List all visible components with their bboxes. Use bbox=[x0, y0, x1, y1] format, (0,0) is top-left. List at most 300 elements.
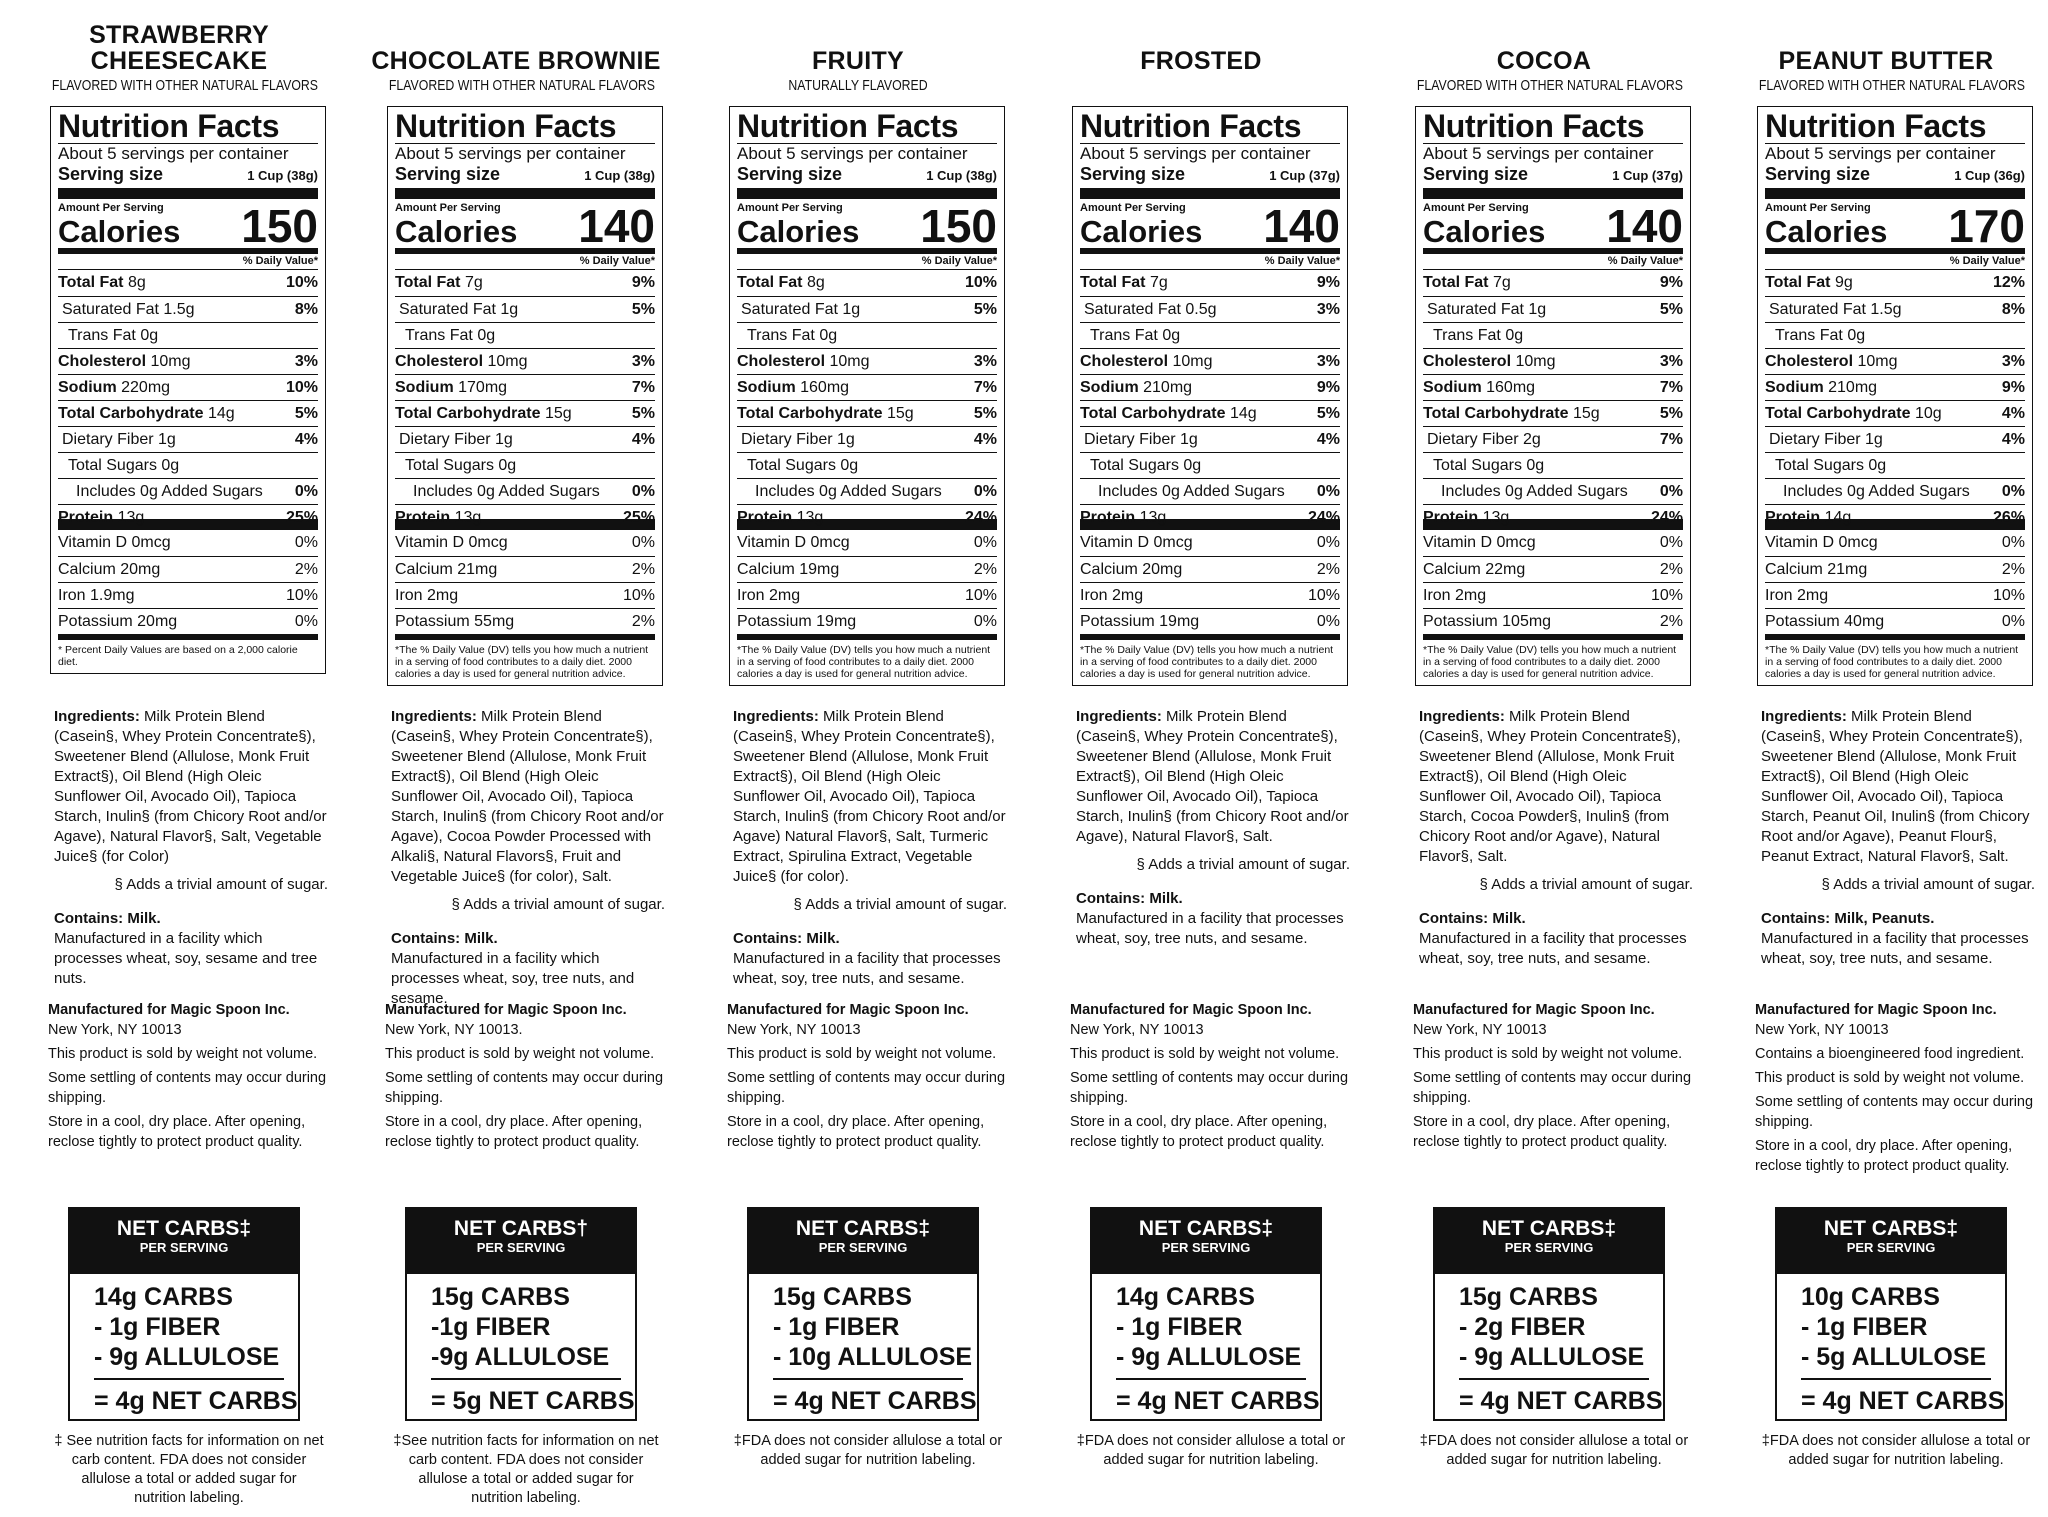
nutrient-amount: 10mg bbox=[487, 353, 528, 370]
nutrition-facts-panel bbox=[1415, 106, 1691, 686]
nutrient-row bbox=[395, 426, 655, 452]
net-carbs-carbs: 15g CARBS bbox=[431, 1283, 570, 1311]
nutrient-row bbox=[58, 452, 318, 478]
nutrition-facts-title: Nutrition Facts bbox=[737, 108, 959, 144]
nutrient-name bbox=[1098, 482, 1285, 504]
vitamin-daily-value: 2% bbox=[1659, 561, 1683, 578]
amount-per-serving: Amount Per Serving bbox=[1765, 202, 1871, 214]
nutrient-name bbox=[1769, 430, 1883, 452]
nutrient-label: Total Sugars 0g bbox=[1090, 457, 1202, 474]
ingredients-list: Milk Protein Blend (Casein§, Whey Protein Concentrate§), Sweetener Blend (Allulose, Monk Fruit Extract§), Oil Blend (High Oleic Sunflower Oil, Avocado Oil), Tapioca Starch, Inulin§ (from Chicory Root and/or Agave), Natural Flavor§, Salt. bbox=[1076, 708, 1349, 845]
net-carbs-carbs: 10g CARBS bbox=[1801, 1283, 1940, 1311]
nutrition-facts-panel bbox=[50, 106, 326, 674]
ingredients-list: Milk Protein Blend (Casein§, Whey Protein Concentrate§), Sweetener Blend (Allulose, Monk Fruit Extract§), Oil Blend (High Oleic Sunflower Oil, Avocado Oil), Tapioca Starch, Inulin§ (from Chicory Root and/or Agave), Natural Flavor§, Salt, Vegetable Juice§ (for Color) bbox=[54, 708, 327, 865]
sugar-note: § Adds a trivial amount of sugar. bbox=[1821, 876, 2035, 893]
fda-footnote: ‡FDA does not consider allulose a total or added sugar for nutrition labeling. bbox=[1076, 1433, 1346, 1468]
nutrient-daily-value: 5% bbox=[973, 405, 997, 422]
vitamin-label: Vitamin D 0mcg bbox=[1765, 534, 1878, 551]
ingredients-block bbox=[1761, 707, 2039, 969]
manufacturer-line: Some settling of contents may occur during shipping. bbox=[48, 1070, 327, 1106]
nutrition-facts-panel bbox=[729, 106, 1005, 686]
ingredients-text bbox=[1076, 707, 1354, 847]
nutrient-amount: 14g bbox=[207, 405, 235, 422]
product-name: STRAWBERRY CHEESECAKE bbox=[89, 21, 269, 75]
net-carbs-header bbox=[1777, 1209, 2005, 1274]
nutrient-row bbox=[1423, 374, 1683, 400]
vitamin-label: Vitamin D 0mcg bbox=[1080, 534, 1193, 551]
manufacturer-line: Store in a cool, dry place. After opening, reclose tightly to protect product quality. bbox=[1070, 1114, 1328, 1150]
net-carbs-total: = 5g NET CARBS bbox=[431, 1378, 621, 1418]
amount-per-serving: Amount Per Serving bbox=[1423, 202, 1529, 214]
daily-value-header: % Daily Value* bbox=[1080, 254, 1340, 270]
amount-per-serving: Amount Per Serving bbox=[1080, 202, 1186, 214]
manufacturer-line: New York, NY 10013 bbox=[1413, 1022, 1547, 1038]
nutrient-name bbox=[741, 430, 855, 452]
product-name: CHOCOLATE BROWNIE bbox=[371, 47, 661, 75]
nutrient-row bbox=[395, 348, 655, 374]
ingredients-block bbox=[54, 707, 332, 989]
net-carbs-allulose: - 9g ALLULOSE bbox=[94, 1343, 280, 1371]
nutrient-amount: 10mg bbox=[829, 353, 870, 370]
nutrient-name bbox=[1765, 352, 1898, 374]
vitamin-daily-value: 2% bbox=[631, 561, 655, 578]
nutrient-amount: 220mg bbox=[121, 379, 171, 396]
nutrient-row bbox=[1423, 426, 1683, 452]
net-carbs-title: NET CARBS‡ bbox=[1823, 1217, 1959, 1240]
vitamin-daily-value: 2% bbox=[1659, 613, 1683, 630]
nutrient-name bbox=[395, 273, 483, 296]
nutrient-row bbox=[1765, 400, 2025, 426]
ingredients-label: Ingredients: bbox=[733, 708, 819, 725]
serving-size-label: Serving size bbox=[1080, 164, 1186, 184]
vitamin-daily-value: 0% bbox=[973, 613, 997, 630]
vitamin-daily-value: 2% bbox=[631, 613, 655, 630]
net-carbs-allulose: - 9g ALLULOSE bbox=[1116, 1343, 1302, 1371]
nutrient-label: Protein bbox=[1080, 509, 1136, 526]
nutrient-daily-value: 24% bbox=[964, 509, 997, 526]
net-carbs-allulose: - 9g ALLULOSE bbox=[1459, 1343, 1645, 1371]
ingredients-text bbox=[1419, 707, 1697, 867]
nutrient-daily-value: 5% bbox=[294, 405, 318, 422]
nutrient-label: Trans Fat 0g bbox=[1775, 327, 1866, 344]
nutrient-rows bbox=[395, 270, 655, 530]
net-carbs-subtitle: PER SERVING bbox=[1161, 1240, 1251, 1255]
nutrient-name bbox=[399, 430, 513, 452]
product-name: PEANUT BUTTER bbox=[1778, 47, 1994, 75]
nutrient-row bbox=[1765, 296, 2025, 322]
nutrient-daily-value: 9% bbox=[631, 274, 655, 291]
nutrient-row bbox=[737, 374, 997, 400]
nutrient-amount: 210mg bbox=[1828, 379, 1878, 396]
net-carbs-header bbox=[1092, 1209, 1320, 1274]
vitamin-row bbox=[1423, 530, 1683, 556]
nutrient-row bbox=[1423, 400, 1683, 426]
vitamin-label: Potassium 19mg bbox=[1080, 613, 1200, 630]
serving-size-row bbox=[1765, 164, 2025, 199]
product-column bbox=[1731, 0, 2041, 1517]
nutrient-row bbox=[58, 504, 318, 530]
net-carbs-body bbox=[407, 1274, 635, 1418]
nutrient-daily-value: 3% bbox=[294, 353, 318, 370]
manufacturer-line: Store in a cool, dry place. After opening, reclose tightly to protect product quality. bbox=[48, 1114, 306, 1150]
vitamin-row bbox=[1423, 556, 1683, 582]
nutrient-label: Trans Fat 0g bbox=[747, 327, 838, 344]
nutrient-label: Cholesterol bbox=[1423, 353, 1512, 370]
serving-size-row bbox=[395, 164, 655, 199]
ingredients-label: Ingredients: bbox=[391, 708, 477, 725]
nutrition-facts-title: Nutrition Facts bbox=[58, 108, 280, 144]
nutrient-name bbox=[58, 273, 146, 296]
manufacturer-line: This product is sold by weight not volume. bbox=[1755, 1070, 2025, 1086]
net-carbs-box bbox=[1090, 1207, 1322, 1421]
nutrient-name bbox=[741, 300, 860, 322]
servings-per-container: About 5 servings per container bbox=[1765, 143, 2025, 164]
nutrient-label: Total Fat bbox=[737, 274, 803, 291]
manufacturer-line: New York, NY 10013 bbox=[727, 1022, 861, 1038]
nutrient-daily-value: 8% bbox=[2001, 301, 2025, 318]
nutrient-daily-value: 26% bbox=[1992, 509, 2025, 526]
nutrient-amount: 14g bbox=[1229, 405, 1257, 422]
nutrient-amount: 13g bbox=[454, 509, 482, 526]
nutrition-facts-title: Nutrition Facts bbox=[1765, 108, 1987, 144]
manufacturer-line: New York, NY 10013 bbox=[1755, 1022, 1889, 1038]
nutrient-label: Dietary Fiber 1g bbox=[741, 431, 855, 448]
nutrient-amount: 10g bbox=[1914, 405, 1942, 422]
nutrient-daily-value: 4% bbox=[1316, 431, 1340, 448]
nutrient-label: Cholesterol bbox=[1080, 353, 1169, 370]
nutrient-label: Total Carbohydrate bbox=[1080, 405, 1226, 422]
nutrient-name bbox=[395, 508, 482, 526]
nutrient-row bbox=[1080, 322, 1340, 348]
net-carbs-header bbox=[407, 1209, 635, 1274]
nutrient-daily-value: 4% bbox=[2001, 431, 2025, 448]
nutrient-label: Trans Fat 0g bbox=[1090, 327, 1181, 344]
nutrient-row bbox=[737, 426, 997, 452]
vitamin-label: Iron 2mg bbox=[395, 587, 459, 604]
nutrient-row bbox=[1080, 270, 1340, 296]
manufacturer-line: Some settling of contents may occur during shipping. bbox=[727, 1070, 1006, 1106]
nutrient-daily-value: 7% bbox=[1659, 431, 1683, 448]
nutrient-name bbox=[58, 378, 170, 400]
nutrient-daily-value: 24% bbox=[1307, 509, 1340, 526]
nutrient-row bbox=[395, 504, 655, 530]
product-column bbox=[361, 0, 671, 1517]
manufacturer-name: Manufactured for Magic Spoon Inc. bbox=[1070, 1002, 1312, 1018]
nutrient-amount: 7g bbox=[1492, 274, 1511, 291]
nutrient-row bbox=[737, 296, 997, 322]
manufacturer-name: Manufactured for Magic Spoon Inc. bbox=[385, 1002, 627, 1018]
net-carbs-body bbox=[749, 1274, 977, 1418]
net-carbs-allulose: - 10g ALLULOSE bbox=[773, 1343, 973, 1371]
nutrient-name bbox=[737, 404, 914, 426]
nutrient-amount: 13g bbox=[796, 509, 824, 526]
nutrient-name bbox=[1441, 482, 1628, 504]
nutrient-amount: 210mg bbox=[1143, 379, 1193, 396]
nutrient-daily-value: 0% bbox=[1659, 483, 1683, 500]
product-column bbox=[703, 0, 1013, 1517]
calories-value: 170 bbox=[1948, 200, 2025, 252]
flavor-note: FLAVORED WITH OTHER NATURAL FLAVORS bbox=[388, 77, 655, 94]
manufacturer-line: Store in a cool, dry place. After opening, reclose tightly to protect product quality. bbox=[1755, 1138, 2013, 1174]
vitamin-daily-value: 2% bbox=[973, 561, 997, 578]
nutrient-row bbox=[737, 478, 997, 504]
net-carbs-box bbox=[747, 1207, 979, 1421]
nutrient-label: Protein bbox=[395, 509, 451, 526]
manufacturer-line: This product is sold by weight not volume. bbox=[727, 1046, 997, 1062]
nutrient-daily-value: 3% bbox=[1316, 301, 1340, 318]
servings-per-container: About 5 servings per container bbox=[395, 143, 655, 164]
serving-size-label: Serving size bbox=[737, 164, 843, 184]
vitamin-rows bbox=[737, 530, 997, 640]
nutrient-label: Dietary Fiber 2g bbox=[1427, 431, 1541, 448]
nutrient-name bbox=[1433, 456, 1544, 478]
nutrition-facts-panel bbox=[1757, 106, 2033, 686]
fda-footnote: ‡See nutrition facts for information on net carb content. FDA does not consider allulose a total or added sugar for nutrition labeling. bbox=[393, 1433, 659, 1506]
calories-value: 140 bbox=[1263, 200, 1340, 252]
nutrient-amount: 170mg bbox=[458, 379, 508, 396]
nutrient-row bbox=[737, 400, 997, 426]
serving-size-row bbox=[1423, 164, 1683, 199]
servings-per-container: About 5 servings per container bbox=[1080, 143, 1340, 164]
vitamin-daily-value: 10% bbox=[1650, 587, 1683, 604]
nutrient-row bbox=[58, 322, 318, 348]
nutrient-row bbox=[1765, 504, 2025, 530]
nutrient-name bbox=[395, 404, 572, 426]
nutrient-name bbox=[737, 378, 849, 400]
vitamin-row bbox=[1765, 556, 2025, 582]
flavor-note: FLAVORED WITH OTHER NATURAL FLAVORS bbox=[1758, 77, 2025, 94]
nutrient-row bbox=[395, 452, 655, 478]
nutrient-label: Sodium bbox=[1423, 379, 1482, 396]
daily-value-header: % Daily Value* bbox=[1423, 254, 1683, 270]
nutrient-row bbox=[1080, 426, 1340, 452]
facility-statement: Manufactured in a facility that processes wheat, soy, tree nuts, and sesame. bbox=[1076, 910, 1344, 947]
nutrient-label: Sodium bbox=[737, 379, 796, 396]
vitamin-daily-value: 10% bbox=[964, 587, 997, 604]
daily-value-footnote: *The % Daily Value (DV) tells you how much a nutrient in a serving of food contributes to a daily diet. 2000 calories a day is used for general nutrition advice. bbox=[737, 644, 991, 680]
calories-value: 140 bbox=[578, 200, 655, 252]
nutrient-amount: 13g bbox=[1139, 509, 1167, 526]
nutrient-name bbox=[1775, 456, 1886, 478]
nutrition-facts-panel bbox=[1072, 106, 1348, 686]
nutrition-facts-panel bbox=[387, 106, 663, 686]
manufacturer-line: This product is sold by weight not volume. bbox=[1070, 1046, 1340, 1062]
nutrient-name bbox=[399, 300, 518, 322]
vitamin-row bbox=[1765, 608, 2025, 634]
nutrient-name bbox=[405, 456, 516, 478]
nutrient-daily-value: 0% bbox=[1316, 483, 1340, 500]
nutrient-label: Dietary Fiber 1g bbox=[1084, 431, 1198, 448]
nutrient-label: Sodium bbox=[1080, 379, 1139, 396]
nutrient-label: Total Carbohydrate bbox=[395, 405, 541, 422]
manufacturer-line: Contains a bioengineered food ingredient. bbox=[1755, 1046, 2025, 1062]
facility-statement: Manufactured in a facility that processes wheat, soy, tree nuts, and sesame. bbox=[1761, 930, 2029, 967]
nutrient-label: Sodium bbox=[1765, 379, 1824, 396]
nutrient-label: Total Carbohydrate bbox=[737, 405, 883, 422]
nutrient-label: Includes 0g Added Sugars bbox=[1783, 483, 1970, 500]
ingredients-label: Ingredients: bbox=[54, 708, 140, 725]
nutrient-label: Dietary Fiber 1g bbox=[1769, 431, 1883, 448]
manufacturer-block bbox=[385, 1000, 667, 1156]
nutrient-amount: 8g bbox=[806, 274, 825, 291]
nutrient-row bbox=[58, 426, 318, 452]
fda-footnote: ‡ See nutrition facts for information on net carb content. FDA does not consider allulose a total or added sugar for nutrition labeling. bbox=[54, 1433, 324, 1506]
nutrient-name bbox=[1765, 404, 1942, 426]
nutrient-daily-value: 5% bbox=[1659, 405, 1683, 422]
nutrient-daily-value: 25% bbox=[285, 509, 318, 526]
nutrient-label: Protein bbox=[737, 509, 793, 526]
product-column bbox=[1389, 0, 1699, 1517]
nutrient-name bbox=[1090, 456, 1201, 478]
nutrient-name bbox=[1423, 378, 1535, 400]
calories-label: Calories bbox=[1080, 214, 1203, 249]
net-carbs-box bbox=[1433, 1207, 1665, 1421]
serving-size-value: 1 Cup (38g) bbox=[247, 168, 318, 183]
nutrient-rows bbox=[1765, 270, 2025, 530]
serving-size-value: 1 Cup (38g) bbox=[926, 168, 997, 183]
nutrient-daily-value: 9% bbox=[2001, 379, 2025, 396]
nutrient-daily-value: 5% bbox=[631, 405, 655, 422]
nutrient-label: Protein bbox=[1423, 509, 1479, 526]
net-carbs-box bbox=[405, 1207, 637, 1421]
nutrient-name bbox=[68, 456, 179, 478]
nutrient-label: Cholesterol bbox=[58, 353, 147, 370]
facility-statement: Manufactured in a facility that processes wheat, soy, tree nuts, and sesame. bbox=[733, 950, 1001, 987]
vitamin-daily-value: 0% bbox=[1316, 534, 1340, 551]
manufacturer-name: Manufactured for Magic Spoon Inc. bbox=[1755, 1002, 1997, 1018]
nutrient-label: Dietary Fiber 1g bbox=[62, 431, 176, 448]
nutrient-daily-value: 4% bbox=[294, 431, 318, 448]
calories-label: Calories bbox=[395, 214, 518, 249]
vitamin-row bbox=[1080, 608, 1340, 634]
vitamin-row bbox=[1080, 530, 1340, 556]
nutrient-name bbox=[1423, 273, 1511, 296]
manufacturer-line: New York, NY 10013 bbox=[1070, 1022, 1204, 1038]
manufacturer-line: Store in a cool, dry place. After opening, reclose tightly to protect product quality. bbox=[727, 1114, 985, 1150]
net-carbs-carbs: 15g CARBS bbox=[773, 1283, 912, 1311]
nutrient-name bbox=[1775, 326, 1865, 348]
nutrient-daily-value: 5% bbox=[1316, 405, 1340, 422]
nutrient-daily-value: 7% bbox=[973, 379, 997, 396]
nutrient-name bbox=[405, 326, 495, 348]
manufacturer-line: Some settling of contents may occur during shipping. bbox=[1755, 1094, 2034, 1130]
daily-value-footnote: *The % Daily Value (DV) tells you how much a nutrient in a serving of food contributes to a daily diet. 2000 calories a day is used for general nutrition advice. bbox=[1423, 644, 1677, 680]
vitamin-row bbox=[1765, 582, 2025, 608]
nutrient-name bbox=[747, 456, 858, 478]
net-carbs-title: NET CARBS‡ bbox=[795, 1217, 931, 1240]
nutrient-daily-value: 3% bbox=[1316, 353, 1340, 370]
vitamin-row bbox=[395, 530, 655, 556]
nutrient-daily-value: 5% bbox=[1659, 301, 1683, 318]
manufacturer-line: Store in a cool, dry place. After opening, reclose tightly to protect product quality. bbox=[385, 1114, 643, 1150]
nutrient-daily-value: 3% bbox=[631, 353, 655, 370]
nutrient-amount: 13g bbox=[1482, 509, 1510, 526]
nutrient-daily-value: 25% bbox=[622, 509, 655, 526]
nutrient-name bbox=[1765, 273, 1853, 296]
net-carbs-fiber: - 1g FIBER bbox=[1801, 1313, 1928, 1341]
vitamin-daily-value: 10% bbox=[285, 587, 318, 604]
nutrient-name bbox=[737, 352, 870, 374]
ingredients-block bbox=[1419, 707, 1697, 969]
ingredients-text bbox=[391, 707, 669, 887]
nutrient-daily-value: 0% bbox=[2001, 483, 2025, 500]
vitamin-label: Calcium 20mg bbox=[58, 561, 161, 578]
manufacturer-name: Manufactured for Magic Spoon Inc. bbox=[1413, 1002, 1655, 1018]
sugar-note: § Adds a trivial amount of sugar. bbox=[451, 896, 665, 913]
calories-value: 140 bbox=[1606, 200, 1683, 252]
nutrient-row bbox=[1080, 374, 1340, 400]
vitamin-row bbox=[737, 556, 997, 582]
nutrient-name bbox=[395, 378, 507, 400]
nutrient-name bbox=[1080, 273, 1168, 296]
vitamin-label: Calcium 19mg bbox=[737, 561, 840, 578]
vitamin-row bbox=[737, 530, 997, 556]
nutrient-label: Includes 0g Added Sugars bbox=[755, 483, 942, 500]
nutrient-row bbox=[58, 400, 318, 426]
nutrient-name bbox=[1084, 300, 1217, 322]
nutrient-label: Total Carbohydrate bbox=[1423, 405, 1569, 422]
nutrient-name bbox=[747, 326, 837, 348]
nutrient-amount: 15g bbox=[886, 405, 914, 422]
vitamin-label: Iron 2mg bbox=[1423, 587, 1487, 604]
net-carbs-box bbox=[1775, 1207, 2007, 1421]
nutrient-daily-value: 24% bbox=[1650, 509, 1683, 526]
nutrient-name bbox=[62, 300, 195, 322]
calories-value: 150 bbox=[920, 200, 997, 252]
nutrient-label: Total Sugars 0g bbox=[1433, 457, 1545, 474]
serving-size-value: 1 Cup (36g) bbox=[1954, 168, 2025, 183]
flavor-note: FLAVORED WITH OTHER NATURAL FLAVORS bbox=[51, 77, 318, 94]
vitamin-daily-value: 0% bbox=[1316, 613, 1340, 630]
vitamin-daily-value: 2% bbox=[2001, 561, 2025, 578]
facility-statement: Manufactured in a facility which processes wheat, soy, tree nuts, and sesame. bbox=[391, 950, 635, 1007]
product-column bbox=[1046, 0, 1356, 1517]
nutrient-label: Total Carbohydrate bbox=[1765, 405, 1911, 422]
nutrient-label: Total Sugars 0g bbox=[747, 457, 859, 474]
nutrient-row bbox=[58, 296, 318, 322]
ingredients-text bbox=[733, 707, 1011, 887]
vitamin-row bbox=[1080, 582, 1340, 608]
manufacturer-block bbox=[48, 1000, 330, 1156]
vitamin-row bbox=[737, 608, 997, 634]
net-carbs-subtitle: PER SERVING bbox=[139, 1240, 229, 1255]
nutrient-row bbox=[58, 348, 318, 374]
calories-value: 150 bbox=[241, 200, 318, 252]
servings-per-container: About 5 servings per container bbox=[1423, 143, 1683, 164]
nutrient-daily-value: 10% bbox=[964, 274, 997, 291]
fda-footnote: ‡FDA does not consider allulose a total or added sugar for nutrition labeling. bbox=[1419, 1433, 1689, 1468]
nutrient-label: Cholesterol bbox=[395, 353, 484, 370]
product-name: FRUITY bbox=[811, 47, 905, 75]
nutrient-row bbox=[1765, 270, 2025, 296]
vitamin-row bbox=[1423, 608, 1683, 634]
vitamin-label: Calcium 21mg bbox=[395, 561, 498, 578]
net-carbs-total: = 4g NET CARBS bbox=[94, 1378, 284, 1418]
nutrient-name bbox=[413, 482, 600, 504]
serving-size-value: 1 Cup (37g) bbox=[1269, 168, 1340, 183]
nutrient-label: Total Fat bbox=[58, 274, 124, 291]
nutrient-label: Saturated Fat 1.5g bbox=[62, 301, 195, 318]
nutrient-row bbox=[395, 270, 655, 296]
nutrient-label: Sodium bbox=[395, 379, 454, 396]
net-carbs-header bbox=[749, 1209, 977, 1274]
nutrient-row bbox=[737, 504, 997, 530]
vitamin-row bbox=[58, 582, 318, 608]
allergen-contains: Contains: Milk. bbox=[54, 910, 161, 927]
vitamin-daily-value: 0% bbox=[631, 534, 655, 551]
nutrient-amount: 15g bbox=[1572, 405, 1600, 422]
nutrient-row bbox=[1423, 322, 1683, 348]
